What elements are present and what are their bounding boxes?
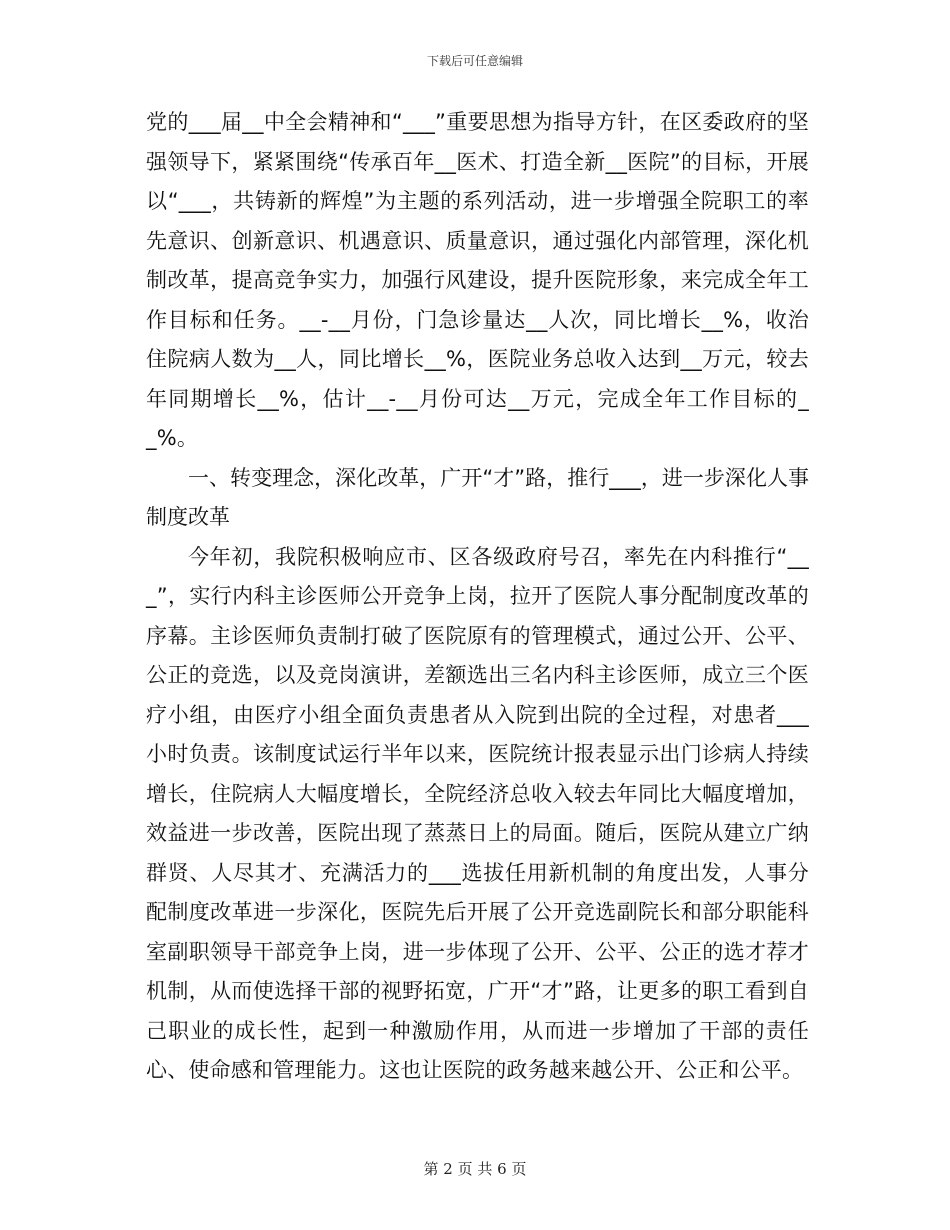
body-paragraph-1: 党的___届__中全会精神和“___”重要思想为指导方针，在区委政府的坚强领导下，紧紧围绕“传承百年__医术、打造全新__医院”的目标，开展以“___，共铸新的辉煌”为主题的系列活动，进一步增强全院职工的率先意识、创新意识、机遇意识、质量意识，通过强化内部管理，深化机制改革，提高竞争实力，加强行风建设，提升医院形象，来完成全年工作目标和任务。__-__月份，门急诊量达__人次，同比增长__%，收治住院病人数为__人，同比增长__%，医院业务总收入达到__万元，较去年同期增长__%，估计__-__月份可达__万元，完成全年工作目标的__%。 bbox=[146, 110, 809, 450]
section-heading-1: 一、转变理念，深化改革，广开“才”路，推行___，进一步深化人事制度改革 bbox=[146, 465, 809, 529]
body-paragraph-2: 今年初，我院积极响应市、区各级政府号召，率先在内科推行“___”，实行内科主诊医师公开竞争上岗，拉开了医院人事分配制度改革的序幕。主诊医师负责制打破了医院原有的管理模式，通过公开、公平、公正的竞选，以及竞岗演讲，差额选出三名内科主诊医师，成立三个医疗小组，由医疗小组全面负责患者从入院到出院的全过程，对患者___小时负责。该制度试运行半年以来，医院统计报表显示出门诊病人持续增长，住院病人大幅度增长，全院经济总收入较去年同比大幅度增加，效益进一步改善，医院出现了蒸蒸日上的局面。随后，医院从建立广纳群贤、人尽其才、充满活力的___选拔任用新机制的角度出发，人事分配制度改革进一步深化，医院先后开展了公开竞选副院长和部分职能科室副职领导干部竞争上岗，进一步体现了公开、公平、公正的选才荐才机制，从而使选择干部的视野拓宽，广开“才”路，让更多的职工看到自己职业的成长性，起到一种激励作用，从而进一步增加了干部的责任心、使命感和管理能力。这也让医院的政务越来越公开、公正和公平。 bbox=[146, 544, 809, 1082]
page-number-footer: 第 2 页 共 6 页 bbox=[423, 1160, 527, 1178]
page-header-note: 下载后可任意编辑 bbox=[426, 54, 523, 68]
document-body bbox=[146, 103, 809, 1091]
